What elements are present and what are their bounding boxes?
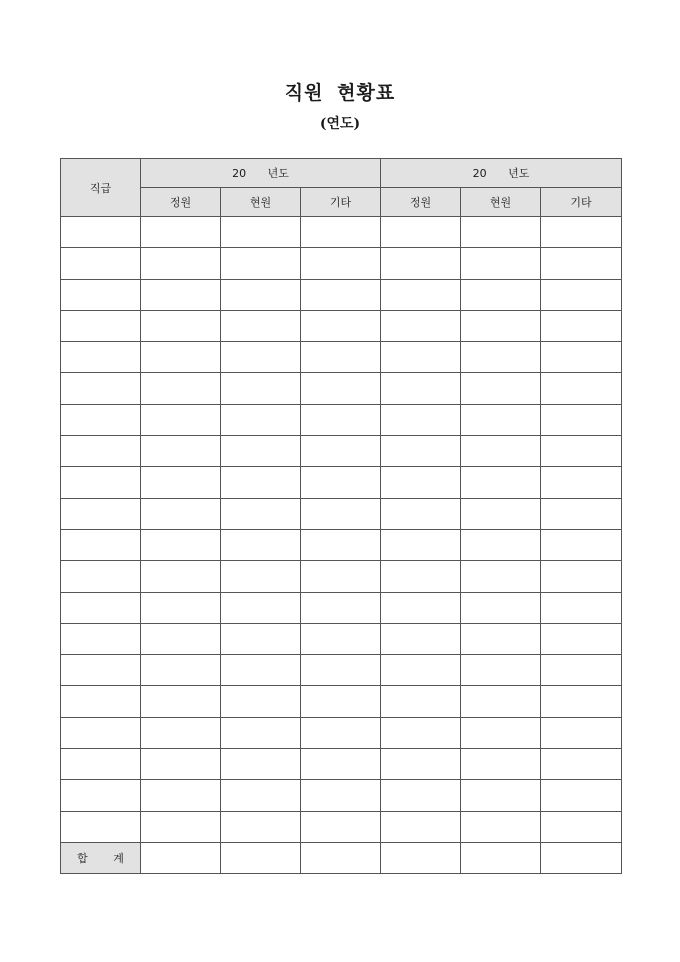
table-cell[interactable]	[301, 498, 381, 529]
table-cell[interactable]	[141, 342, 221, 373]
table-cell[interactable]	[541, 248, 622, 279]
table-cell[interactable]	[541, 310, 622, 341]
rank-cell[interactable]	[61, 342, 141, 373]
sub-header-current-1: 현원	[221, 188, 301, 217]
table-cell[interactable]	[381, 655, 461, 686]
table-row	[61, 561, 622, 592]
table-row	[61, 373, 622, 404]
table-cell[interactable]	[541, 686, 622, 717]
table-cell[interactable]	[141, 373, 221, 404]
table-cell[interactable]	[141, 467, 221, 498]
rank-cell[interactable]	[61, 498, 141, 529]
table-cell[interactable]	[221, 811, 301, 842]
table-cell[interactable]	[381, 467, 461, 498]
rank-cell[interactable]	[61, 373, 141, 404]
table-cell[interactable]	[541, 749, 622, 780]
table-cell[interactable]	[461, 279, 541, 310]
table-cell[interactable]	[221, 310, 301, 341]
table-cell[interactable]	[541, 217, 622, 248]
table-cell[interactable]	[141, 498, 221, 529]
table-cell[interactable]	[221, 498, 301, 529]
rank-cell[interactable]	[61, 623, 141, 654]
table-cell[interactable]	[541, 529, 622, 560]
table-cell[interactable]	[141, 279, 221, 310]
rank-cell[interactable]	[61, 529, 141, 560]
table-row	[61, 217, 622, 248]
rank-cell[interactable]	[61, 436, 141, 467]
table-cell[interactable]	[141, 217, 221, 248]
table-cell[interactable]	[221, 780, 301, 811]
rank-cell[interactable]	[61, 686, 141, 717]
total-cell[interactable]	[381, 842, 461, 873]
table-cell[interactable]	[541, 436, 622, 467]
total-row	[61, 842, 622, 873]
table-cell[interactable]	[301, 561, 381, 592]
table-cell[interactable]	[221, 623, 301, 654]
table-cell[interactable]	[381, 279, 461, 310]
table-cell[interactable]	[221, 529, 301, 560]
table-cell[interactable]	[541, 498, 622, 529]
table-cell[interactable]	[461, 373, 541, 404]
table-cell[interactable]	[381, 373, 461, 404]
rank-cell[interactable]	[61, 561, 141, 592]
total-cell[interactable]	[541, 842, 622, 873]
table-cell[interactable]	[221, 436, 301, 467]
table-row	[61, 623, 622, 654]
table-cell[interactable]	[461, 217, 541, 248]
table-cell[interactable]	[381, 404, 461, 435]
table-cell[interactable]	[141, 749, 221, 780]
table-cell[interactable]	[541, 717, 622, 748]
table-cell[interactable]	[381, 749, 461, 780]
rank-cell[interactable]	[61, 217, 141, 248]
table-cell[interactable]	[381, 248, 461, 279]
table-cell[interactable]	[141, 404, 221, 435]
table-row	[61, 467, 622, 498]
total-cell[interactable]	[221, 842, 301, 873]
table-cell[interactable]	[141, 811, 221, 842]
staff-status-table	[60, 158, 622, 874]
table-cell[interactable]	[221, 467, 301, 498]
sub-header-other-2: 기타	[541, 188, 622, 217]
table-cell[interactable]	[301, 436, 381, 467]
table-cell[interactable]	[141, 561, 221, 592]
table-header	[61, 159, 622, 217]
table-row	[61, 749, 622, 780]
table-cell[interactable]	[301, 310, 381, 341]
total-label: 합 계	[77, 852, 124, 866]
table-cell[interactable]	[381, 498, 461, 529]
table-cell[interactable]	[301, 749, 381, 780]
rank-cell[interactable]	[61, 717, 141, 748]
table-row	[61, 310, 622, 341]
table-row	[61, 811, 622, 842]
sub-header-quota-2: 정원	[381, 188, 461, 217]
table-row	[61, 655, 622, 686]
table-cell[interactable]	[221, 686, 301, 717]
table-cell[interactable]	[381, 529, 461, 560]
table-cell[interactable]	[301, 623, 381, 654]
table-cell[interactable]	[301, 373, 381, 404]
table-cell[interactable]	[541, 467, 622, 498]
table-cell[interactable]	[541, 655, 622, 686]
rank-cell[interactable]	[61, 310, 141, 341]
table-cell[interactable]	[141, 780, 221, 811]
document-subtitle: (연도)	[319, 116, 361, 132]
table-cell[interactable]	[541, 811, 622, 842]
rank-cell[interactable]	[61, 404, 141, 435]
table-cell[interactable]	[221, 217, 301, 248]
table-cell[interactable]	[461, 529, 541, 560]
table-cell[interactable]	[461, 655, 541, 686]
table-cell[interactable]	[461, 811, 541, 842]
table-cell[interactable]	[381, 592, 461, 623]
table-cell[interactable]	[541, 279, 622, 310]
table-cell[interactable]	[221, 279, 301, 310]
table-cell[interactable]	[381, 811, 461, 842]
year-group-header-1: 20 년도	[141, 159, 381, 188]
table-row	[61, 592, 622, 623]
table-row	[61, 780, 622, 811]
table-cell[interactable]	[301, 780, 381, 811]
table-cell[interactable]	[541, 592, 622, 623]
table-cell[interactable]	[301, 811, 381, 842]
table-cell[interactable]	[221, 404, 301, 435]
table-cell[interactable]	[301, 592, 381, 623]
table-cell[interactable]	[301, 717, 381, 748]
table-row	[61, 529, 622, 560]
total-label-cell	[61, 842, 141, 873]
table-cell[interactable]	[221, 342, 301, 373]
table-cell[interactable]	[381, 342, 461, 373]
rank-column-header: 직급	[61, 159, 141, 217]
table-cell[interactable]	[461, 342, 541, 373]
total-cell[interactable]	[301, 842, 381, 873]
table-row	[61, 498, 622, 529]
table-cell[interactable]	[221, 561, 301, 592]
table-row	[61, 342, 622, 373]
table-cell[interactable]	[221, 655, 301, 686]
table-cell[interactable]	[461, 498, 541, 529]
rank-cell[interactable]	[61, 592, 141, 623]
table-cell[interactable]	[381, 436, 461, 467]
rank-cell[interactable]	[61, 749, 141, 780]
table-cell[interactable]	[301, 404, 381, 435]
total-cell[interactable]	[141, 842, 221, 873]
table-cell[interactable]	[221, 749, 301, 780]
table-cell[interactable]	[541, 373, 622, 404]
table-cell[interactable]	[461, 467, 541, 498]
table-cell[interactable]	[461, 436, 541, 467]
table-cell[interactable]	[221, 248, 301, 279]
table-cell[interactable]	[541, 404, 622, 435]
table-cell[interactable]	[221, 717, 301, 748]
table-cell[interactable]	[381, 780, 461, 811]
table-cell[interactable]	[301, 686, 381, 717]
table-cell[interactable]	[301, 529, 381, 560]
rank-cell[interactable]	[61, 279, 141, 310]
table-row	[61, 717, 622, 748]
table-row	[61, 404, 622, 435]
table-cell[interactable]	[141, 717, 221, 748]
table-cell[interactable]	[541, 623, 622, 654]
table-cell[interactable]	[301, 217, 381, 248]
table-cell[interactable]	[381, 217, 461, 248]
rank-cell[interactable]	[61, 248, 141, 279]
table-row	[61, 686, 622, 717]
table-cell[interactable]	[381, 623, 461, 654]
sub-header-other-1: 기타	[301, 188, 381, 217]
table-cell[interactable]	[461, 623, 541, 654]
table-cell[interactable]	[141, 436, 221, 467]
rank-cell[interactable]	[61, 655, 141, 686]
table-cell[interactable]	[541, 561, 622, 592]
table-cell[interactable]	[461, 561, 541, 592]
sub-header-quota-1: 정원	[141, 188, 221, 217]
table-cell[interactable]	[541, 780, 622, 811]
table-cell[interactable]	[301, 655, 381, 686]
sub-header-current-2: 현원	[461, 188, 541, 217]
table-cell[interactable]	[141, 655, 221, 686]
table-cell[interactable]	[461, 686, 541, 717]
table-cell[interactable]	[381, 717, 461, 748]
table-row	[61, 279, 622, 310]
rank-cell[interactable]	[61, 780, 141, 811]
table-cell[interactable]	[381, 561, 461, 592]
table-cell[interactable]	[141, 529, 221, 560]
document-title: 직원 현황표	[284, 82, 396, 104]
rank-cell[interactable]	[61, 467, 141, 498]
table-cell[interactable]	[381, 310, 461, 341]
table-cell[interactable]	[541, 342, 622, 373]
table-cell[interactable]	[381, 686, 461, 717]
table-cell[interactable]	[221, 373, 301, 404]
table-cell[interactable]	[301, 467, 381, 498]
table-row	[61, 436, 622, 467]
table-cell[interactable]	[141, 592, 221, 623]
year-group-header-2: 20 년도	[381, 159, 622, 188]
table-cell[interactable]	[141, 310, 221, 341]
rank-cell[interactable]	[61, 811, 141, 842]
table-cell[interactable]	[301, 342, 381, 373]
table-body	[61, 217, 622, 874]
table-cell[interactable]	[461, 310, 541, 341]
table-cell[interactable]	[461, 404, 541, 435]
table-cell[interactable]	[141, 686, 221, 717]
total-cell[interactable]	[461, 842, 541, 873]
table-cell[interactable]	[461, 717, 541, 748]
table-cell[interactable]	[301, 279, 381, 310]
table-cell[interactable]	[461, 592, 541, 623]
table-cell[interactable]	[461, 780, 541, 811]
table-cell[interactable]	[221, 592, 301, 623]
table-cell[interactable]	[461, 749, 541, 780]
table-cell[interactable]	[141, 623, 221, 654]
table-cell[interactable]	[461, 248, 541, 279]
table-cell[interactable]	[141, 248, 221, 279]
table-row	[61, 248, 622, 279]
table-cell[interactable]	[301, 248, 381, 279]
